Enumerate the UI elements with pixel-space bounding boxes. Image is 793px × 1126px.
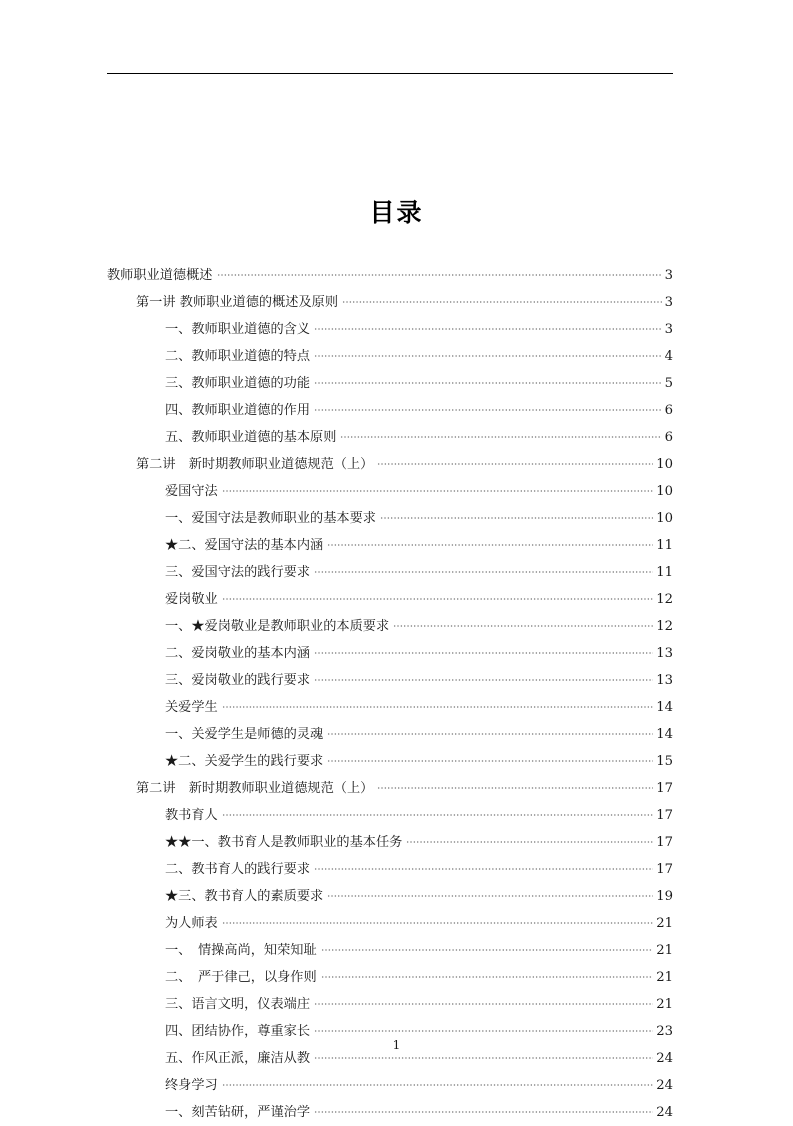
toc-dot-leader — [217, 266, 662, 279]
toc-dot-leader — [222, 1076, 653, 1089]
toc-entry-page-number: 17 — [656, 808, 673, 823]
toc-entry-label: 第一讲 教师职业道德的概述及原则 — [136, 295, 339, 310]
toc-entry-page-number: 5 — [664, 376, 673, 391]
toc-entry-page-number: 3 — [664, 322, 673, 337]
toc-dot-leader — [327, 725, 653, 738]
toc-entry[interactable] — [107, 829, 673, 856]
toc-entry[interactable] — [107, 937, 673, 964]
toc-entry-label: 爱岗敬业 — [165, 592, 218, 607]
toc-entry-label: 三、语言文明，仪表端庄 — [165, 997, 311, 1012]
toc-entry-label: 一、 情操高尚，知荣知耻 — [165, 943, 317, 958]
toc-entry-page-number: 4 — [664, 349, 673, 364]
toc-entry[interactable] — [107, 316, 673, 343]
toc-entry-page-number: 21 — [656, 970, 673, 985]
toc-dot-leader — [314, 671, 653, 684]
toc-dot-leader — [314, 1022, 653, 1035]
toc-entry-page-number: 12 — [656, 592, 673, 607]
toc-entry-label: 五、作风正派，廉洁从教 — [165, 1051, 311, 1066]
toc-entry-label: 三、爱岗敬业的践行要求 — [165, 673, 311, 688]
toc-entry-page-number: 12 — [656, 619, 673, 634]
toc-entry[interactable] — [107, 262, 673, 289]
toc-entry[interactable] — [107, 991, 673, 1018]
toc-dot-leader — [222, 590, 653, 603]
toc-entry[interactable] — [107, 505, 673, 532]
toc-entry-page-number: 24 — [656, 1105, 673, 1120]
toc-entry-page-number: 6 — [664, 430, 673, 445]
toc-dot-leader — [314, 374, 662, 387]
toc-entry[interactable] — [107, 802, 673, 829]
toc-entry-page-number: 14 — [656, 727, 673, 742]
toc-entry-page-number: 21 — [656, 916, 673, 931]
toc-entry-page-number: 10 — [656, 457, 673, 472]
toc-entry-page-number: 13 — [656, 673, 673, 688]
toc-entry-label: 教书育人 — [165, 808, 218, 823]
toc-entry[interactable] — [107, 775, 673, 802]
toc-entry[interactable] — [107, 1072, 673, 1099]
toc-entry-label: 三、爱国守法的践行要求 — [165, 565, 311, 580]
toc-entry[interactable] — [107, 667, 673, 694]
toc-entry-label: 二、爱岗敬业的基本内涵 — [165, 646, 311, 661]
toc-entry[interactable] — [107, 370, 673, 397]
toc-dot-leader — [314, 401, 662, 414]
toc-entry-page-number: 21 — [656, 943, 673, 958]
toc-entry-page-number: 17 — [656, 781, 673, 796]
toc-entry[interactable] — [107, 640, 673, 667]
toc-dot-leader — [406, 833, 653, 846]
toc-entry[interactable] — [107, 721, 673, 748]
toc-entry-page-number: 3 — [664, 295, 673, 310]
toc-entry-label: 一、关爱学生是师德的灵魂 — [165, 727, 324, 742]
footer-page-number: 1 — [392, 1038, 401, 1052]
toc-dot-leader — [314, 860, 653, 873]
toc-entry-page-number: 17 — [656, 862, 673, 877]
toc-dot-leader — [222, 698, 653, 711]
toc-dot-leader — [222, 806, 653, 819]
toc-entry-page-number: 13 — [656, 646, 673, 661]
toc-entry-label: 爱国守法 — [165, 484, 218, 499]
toc-entry-page-number: 3 — [664, 268, 673, 283]
toc-entry[interactable] — [107, 856, 673, 883]
toc-entry-label: 二、 严于律己，以身作则 — [165, 970, 317, 985]
toc-entry-label: 三、教师职业道德的功能 — [165, 376, 311, 391]
toc-dot-leader — [327, 887, 653, 900]
toc-entry-label: 一、★爱岗敬业是教师职业的本质要求 — [165, 619, 390, 634]
toc-entry[interactable] — [107, 397, 673, 424]
toc-entry[interactable] — [107, 451, 673, 478]
table-of-contents — [107, 262, 673, 1126]
toc-entry-label: 教师职业道德概述 — [107, 268, 213, 283]
toc-dot-leader — [393, 617, 653, 630]
toc-dot-leader — [314, 644, 653, 657]
toc-entry-page-number: 10 — [656, 511, 673, 526]
toc-dot-leader — [327, 536, 653, 549]
toc-dot-leader — [314, 563, 653, 576]
toc-entry-page-number: 11 — [656, 538, 673, 553]
toc-dot-leader — [340, 428, 661, 441]
toc-entry-page-number: 17 — [656, 835, 673, 850]
toc-dot-leader — [314, 995, 653, 1008]
toc-entry-label: 二、教书育人的践行要求 — [165, 862, 311, 877]
toc-entry-label: 一、刻苦钻研，严谨治学 — [165, 1105, 311, 1120]
toc-dot-leader — [380, 509, 653, 522]
toc-entry-label: 四、教师职业道德的作用 — [165, 403, 311, 418]
toc-entry-label: 第二讲 新时期教师职业道德规范（上） — [136, 781, 374, 796]
toc-entry-label: 第二讲 新时期教师职业道德规范（上） — [136, 457, 374, 472]
toc-entry-label: 五、教师职业道德的基本原则 — [165, 430, 337, 445]
toc-entry-label: ★二、关爱学生的践行要求 — [165, 754, 324, 769]
toc-entry[interactable] — [107, 343, 673, 370]
page-title: 目录 — [369, 198, 424, 227]
toc-entry-page-number: 6 — [664, 403, 673, 418]
toc-entry-page-number: 11 — [656, 565, 673, 580]
toc-entry-label: 二、教师职业道德的特点 — [165, 349, 311, 364]
toc-entry[interactable] — [107, 532, 673, 559]
toc-entry-label: 关爱学生 — [165, 700, 218, 715]
toc-entry-label: 终身学习 — [165, 1078, 218, 1093]
toc-dot-leader — [222, 482, 653, 495]
toc-dot-leader — [314, 1103, 653, 1116]
toc-entry[interactable] — [107, 559, 673, 586]
toc-dot-leader — [377, 779, 653, 792]
header-rule — [107, 73, 673, 74]
toc-entry[interactable] — [107, 694, 673, 721]
toc-entry-label: 为人师表 — [165, 916, 218, 931]
toc-entry[interactable] — [107, 586, 673, 613]
toc-entry-label: ★二、爱国守法的基本内涵 — [165, 538, 324, 553]
toc-dot-leader — [377, 455, 653, 468]
toc-entry-page-number: 19 — [656, 889, 673, 904]
toc-entry-label: ★三、教书育人的素质要求 — [165, 889, 324, 904]
toc-entry[interactable] — [107, 424, 673, 451]
toc-dot-leader — [222, 914, 653, 927]
toc-entry-page-number: 24 — [656, 1051, 673, 1066]
toc-entry-page-number: 10 — [656, 484, 673, 499]
toc-entry[interactable] — [107, 478, 673, 505]
toc-entry-page-number: 15 — [656, 754, 673, 769]
toc-dot-leader — [327, 752, 653, 765]
toc-dot-leader — [321, 941, 654, 954]
toc-entry[interactable] — [107, 289, 673, 316]
toc-entry-page-number: 14 — [656, 700, 673, 715]
toc-entry-label: ★★一、教书育人是教师职业的基本任务 — [165, 835, 403, 850]
toc-dot-leader — [314, 347, 662, 360]
toc-entry-page-number: 23 — [656, 1024, 673, 1039]
toc-entry-label: 一、爱国守法是教师职业的基本要求 — [165, 511, 376, 526]
toc-entry[interactable] — [107, 964, 673, 991]
toc-entry-page-number: 24 — [656, 1078, 673, 1093]
toc-entry-label: 一、教师职业道德的含义 — [165, 322, 311, 337]
toc-entry-page-number: 21 — [656, 997, 673, 1012]
toc-entry-label: 四、团结协作，尊重家长 — [165, 1024, 311, 1039]
toc-dot-leader — [314, 320, 662, 333]
toc-entry[interactable] — [107, 910, 673, 937]
toc-entry[interactable] — [107, 613, 673, 640]
toc-dot-leader — [342, 293, 662, 306]
toc-entry[interactable] — [107, 748, 673, 775]
toc-dot-leader — [321, 968, 654, 981]
toc-entry[interactable] — [107, 883, 673, 910]
